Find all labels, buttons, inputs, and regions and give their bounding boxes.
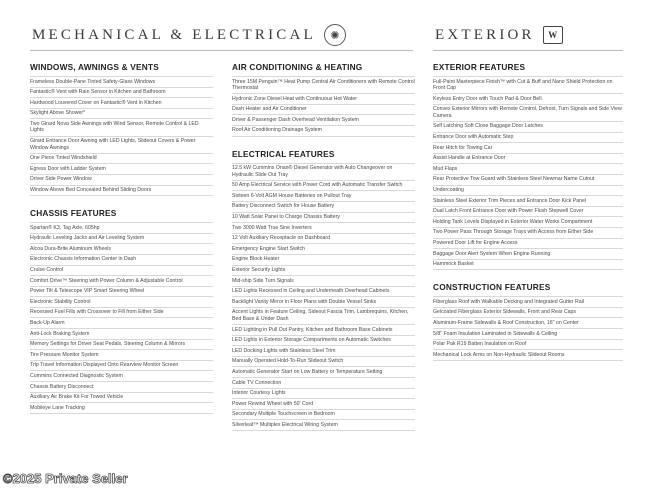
list-item: Tire Pressure Monitor System: [30, 350, 213, 361]
list-item: LED Lights Recessed in Ceiling and Underneath Overhead Cabinets: [232, 287, 415, 298]
list-item: Silverleaf™ Multiplex Electrical Wiring System: [232, 420, 415, 431]
list-item: Window Above Bed Concealed Behind Sliding Doors: [30, 186, 213, 197]
list-item: 12 Volt Auxiliary Receptacle on Dashboard: [232, 234, 415, 245]
copyright-watermark: ©2025 Private Seller: [3, 471, 128, 486]
column-3: [433, 60, 623, 361]
list-item: Alcoa Dura-Brite Aluminum Wheels: [30, 244, 213, 255]
list-item: Girard Entrance Door Awning with LED Lights, Slideout Covers & Power Window Awnings: [30, 137, 213, 154]
list-item: Memory Settings for Driver Seat Pedals, Steering Column & Mirrors: [30, 340, 213, 351]
list-item: Polar Pak R19 Batten Insulation on Roof: [433, 340, 623, 351]
list-item: Two Girard Nova Side Awnings with Wind Sensor, Remote Control & LED Lights: [30, 119, 213, 136]
list-item: Electronic Stability Control: [30, 297, 213, 308]
section-title-chassis: CHASSIS FEATURES: [30, 208, 117, 219]
list-item: 10 Watt Solar Panel to Charge Chassis Battery: [232, 213, 415, 224]
list-item: Convex Exterior Mirrors with Remote Control, Defrost, Turn Signals and Side View Camera: [433, 105, 623, 122]
column-1: [30, 60, 213, 414]
list-item: Aluminum-Frame Sidewalls & Roof Construction, 16" on Center: [433, 318, 623, 329]
brand-logo-icon: W: [543, 26, 563, 44]
list-item: Power Tilt & Telescope VIP Smart Steering Wheel: [30, 287, 213, 298]
ornament-icon: ✺: [324, 24, 346, 46]
column-2: [232, 60, 415, 431]
list-item: Gelcoated Fiberglass Exterior Sidewalls, Front and Rear Caps: [433, 308, 623, 319]
list-item: Driver & Passenger Dash Overhead Ventilation System: [232, 115, 415, 126]
list-item: Sixteen 6-Volt AGM House Batteries on Pullout Tray: [232, 191, 415, 202]
list-item: Anti-Lock Braking System: [30, 329, 213, 340]
list-item: Hydraulic Leveling Jacks and Air Leveling System: [30, 234, 213, 245]
list-item: Two Power Pass Through Storage Trays with Access from Either Side: [433, 228, 623, 239]
list-item: Rear Hitch for Towing Car: [433, 143, 623, 154]
windows-feature-list: [30, 76, 213, 196]
list-item: Stainless Steel Exterior Trim Pieces and Entrance Door Kick Panel: [433, 196, 623, 207]
list-item: LED Lights in Exterior Storage Compartments on Automatic Switches: [232, 336, 415, 347]
list-item: Mid-ship Side Turn Signals: [232, 276, 415, 287]
list-item: Two 3000 Watt True Sine Inverters: [232, 223, 415, 234]
list-item: Back-Up Alarm: [30, 318, 213, 329]
section-title-electrical: ELECTRICAL FEATURES: [232, 148, 335, 159]
section-title-air-conditioning: AIR CONDITIONING & HEATING: [232, 62, 363, 72]
construction-feature-list: [433, 296, 623, 361]
list-item: LED Docking Lights with Stainless Steel Trim: [232, 346, 415, 357]
list-item: Cable TV Connection: [232, 378, 415, 389]
exterior-title: EXTERIOR: [435, 26, 535, 43]
exterior-feature-list: [433, 76, 623, 270]
list-item: Keyless Entry Door with Touch Pad & Door Bell: [433, 94, 623, 105]
list-item: Recessed Fuel Fills with Crossover to Fill from Either Side: [30, 308, 213, 319]
list-item: Trip Travel Information Displayed Onto Rearview Monitor Screen: [30, 361, 213, 372]
list-item: Hardwood Louvered Cover on Fantastic® Vent in Kitchen: [30, 98, 213, 109]
list-item: Exterior Security Lights: [232, 266, 415, 277]
list-item: LED Lighting in Pull Out Pantry, Kitchen and Bathroom Base Cabinets: [232, 325, 415, 336]
list-item: Hydronic Zone Diesel Heat with Continuous Hot Water: [232, 94, 415, 105]
list-item: Rear Protective Tow Guard with Stainless Steel Newmar Name Cutout: [433, 175, 623, 186]
list-item: Holding Tank Levels Displayed in Exterior Water Works Compartment: [433, 217, 623, 228]
list-item: Entrance Door with Automatic Step: [433, 133, 623, 144]
list-item: Cruise Control: [30, 266, 213, 277]
list-item: Chassis Battery Disconnect: [30, 382, 213, 393]
list-item: Full-Paint Masterpiece Finish™ with Cut & Buff and Nano Shield Protection on Front Cap: [433, 76, 623, 94]
air-conditioning-feature-list: [232, 76, 415, 137]
list-item: Self Latching Soft Close Baggage Door Latches: [433, 122, 623, 133]
list-item: Three 15M Penguin™ Heat Pump Central Air Conditioners with Remote Control Thermostat: [232, 76, 415, 94]
list-item: 50 Amp Electrical Service with Power Cord with Automatic Transfer Switch: [232, 181, 415, 192]
list-item: Mechanical Lock Arms on Non-Hydraulic Slideout Rooms: [433, 350, 623, 361]
list-item: Emergency Engine Start Switch: [232, 244, 415, 255]
list-item: Baggage Door Alert System When Engine Running: [433, 249, 623, 260]
section-title-construction: CONSTRUCTION FEATURES: [433, 282, 551, 293]
list-item: Backlight Vanity Mirror in Floor Plans with Double Vessel Sinks: [232, 297, 415, 308]
list-item: Egress Door with Ladder System: [30, 164, 213, 175]
list-item: Battery Disconnect Switch for House Battery: [232, 202, 415, 213]
list-item: 5/8" Foam Insulation Laminated in Sidewalls & Ceiling: [433, 329, 623, 340]
list-item: Comfort Drive™ Steering with Power Column & Adjustable Control: [30, 276, 213, 287]
list-item: Spartan® K3, Tag Axle, 605hp: [30, 222, 213, 234]
list-item: Dual Latch Front Entrance Door with Power Flush Stepwell Cover: [433, 207, 623, 218]
list-item: Mobileye Lane Tracking: [30, 403, 213, 414]
mechanical-electrical-title: MECHANICAL & ELECTRICAL: [32, 26, 316, 43]
list-item: Auxiliary Air Brake Kit For Towed Vehicle: [30, 393, 213, 404]
electrical-feature-list: [232, 163, 415, 431]
list-item: Undercoating: [433, 186, 623, 197]
list-item: Power Rewind Wheel with 50' Cord: [232, 399, 415, 410]
list-item: Accent Lights in Feature Ceiling, Sideout Fascia Trim, Lambrequins, Kitchen, Bed Base & Under Dash: [232, 308, 415, 325]
mechanical-electrical-header: [32, 18, 346, 52]
exterior-header: [435, 18, 563, 52]
list-item: Assist Handle at Entrance Door: [433, 154, 623, 165]
list-item: Manually Operated Hold-To-Run Slideout Switch: [232, 357, 415, 368]
list-item: Skylight Above Shower*: [30, 109, 213, 120]
list-item: One Piece Tinted Windshield: [30, 154, 213, 165]
list-item: Mud Flaps: [433, 164, 623, 175]
list-item: Roof Air Conditioning Drainage System: [232, 126, 415, 137]
list-item: Cummins Connected Diagnostic System: [30, 371, 213, 382]
list-item: Fantastic® Vent with Rain Sensor in Kitchen and Bathroom: [30, 88, 213, 99]
list-item: Secondary Multiple Touchscreen in Bedroom: [232, 410, 415, 421]
header-divider-right: [433, 50, 623, 51]
list-item: Interior Courtesy Lights: [232, 389, 415, 400]
list-item: Engine Block Heater: [232, 255, 415, 266]
list-item: Fiberglass Roof with Walkable Decking and Integrated Gutter Rail: [433, 296, 623, 308]
section-title-windows: WINDOWS, AWNINGS & VENTS: [30, 62, 159, 72]
list-item: Frameless Double-Pane Tinted Safety-Glass Windows: [30, 76, 213, 88]
list-item: Automatic Generator Start on Low Battery or Temperature Setting: [232, 367, 415, 378]
list-item: Driver Side Power Window: [30, 175, 213, 186]
list-item: 12.5 kW Cummins Onan® Diesel Generator with Auto Changeover on Hydraulic Slide Out Tray: [232, 163, 415, 181]
header-divider-left: [30, 50, 413, 51]
section-title-exterior: EXTERIOR FEATURES: [433, 62, 526, 72]
list-item: Hammock Basket: [433, 260, 623, 271]
list-item: Powered Door Lift for Engine Access: [433, 239, 623, 250]
chassis-feature-list: [30, 222, 213, 414]
list-item: Electronic Chassis Information Center in Dash: [30, 255, 213, 266]
list-item: Dash Heater and Air Conditioner: [232, 105, 415, 116]
